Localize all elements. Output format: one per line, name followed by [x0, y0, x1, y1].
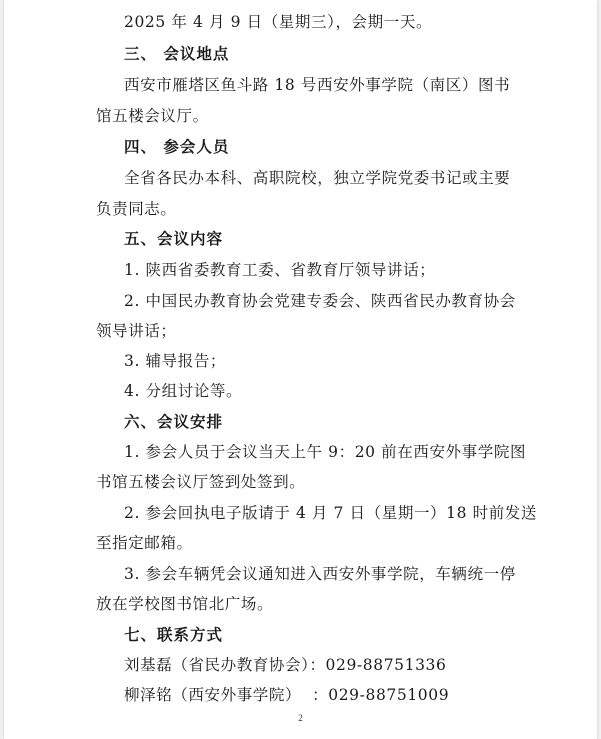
- section-6-item-3-cont: 放在学校图书馆北广场。: [96, 595, 274, 613]
- section-5-item-1: 1. 陕西省委教育工委、省教育厅领导讲话；: [124, 261, 436, 279]
- meeting-date-line: 2025 年 4 月 9 日（星期三），会期一天。: [124, 13, 433, 31]
- section-6-heading: 六、会议安排: [124, 413, 224, 431]
- section-4-line-1: 全省各民办本科、高职院校，独立学院党委书记或主要: [124, 169, 511, 187]
- section-4-heading: 四、 参会人员: [124, 138, 230, 156]
- section-6-item-1: 1. 参会人员于会议当天上午 9：20 前在西安外事学院图: [124, 443, 527, 461]
- document-content: [4, 0, 597, 739]
- section-5-heading: 五、会议内容: [124, 230, 224, 248]
- page-number: 2: [298, 713, 303, 723]
- section-6-item-2-cont: 至指定邮箱。: [96, 534, 193, 552]
- section-3-line-2: 馆五楼会议厅。: [96, 107, 209, 125]
- section-5-item-3: 3. 辅导报告；: [124, 352, 227, 370]
- section-6-item-3: 3. 参会车辆凭会议通知进入西安外事学院，车辆统一停: [124, 565, 516, 583]
- document-page: [4, 0, 597, 739]
- section-6-item-2: 2. 参会回执电子版请于 4 月 7 日（星期一）18 时前发送: [124, 504, 537, 522]
- contact-2: 柳泽铭（西安外事学院） ：029-88751009: [124, 686, 450, 704]
- section-3-heading: 三、 会议地点: [124, 45, 230, 63]
- contact-1: 刘基磊（省民办教育协会）：029-88751336: [124, 656, 447, 674]
- section-6-item-1-cont: 书馆五楼会议厅签到处签到。: [96, 473, 306, 491]
- section-5-item-4: 4. 分组讨论等。: [124, 382, 243, 400]
- section-5-item-2-cont: 领导讲话；: [96, 322, 177, 340]
- section-3-line-1: 西安市雁塔区鱼斗路 18 号西安外事学院（南区）图书: [124, 76, 511, 94]
- section-7-heading: 七、联系方式: [124, 626, 224, 644]
- section-4-line-2: 负责同志。: [96, 200, 177, 218]
- section-5-item-2: 2. 中国民办教育协会党建专委会、陕西省民办教育协会: [124, 292, 516, 310]
